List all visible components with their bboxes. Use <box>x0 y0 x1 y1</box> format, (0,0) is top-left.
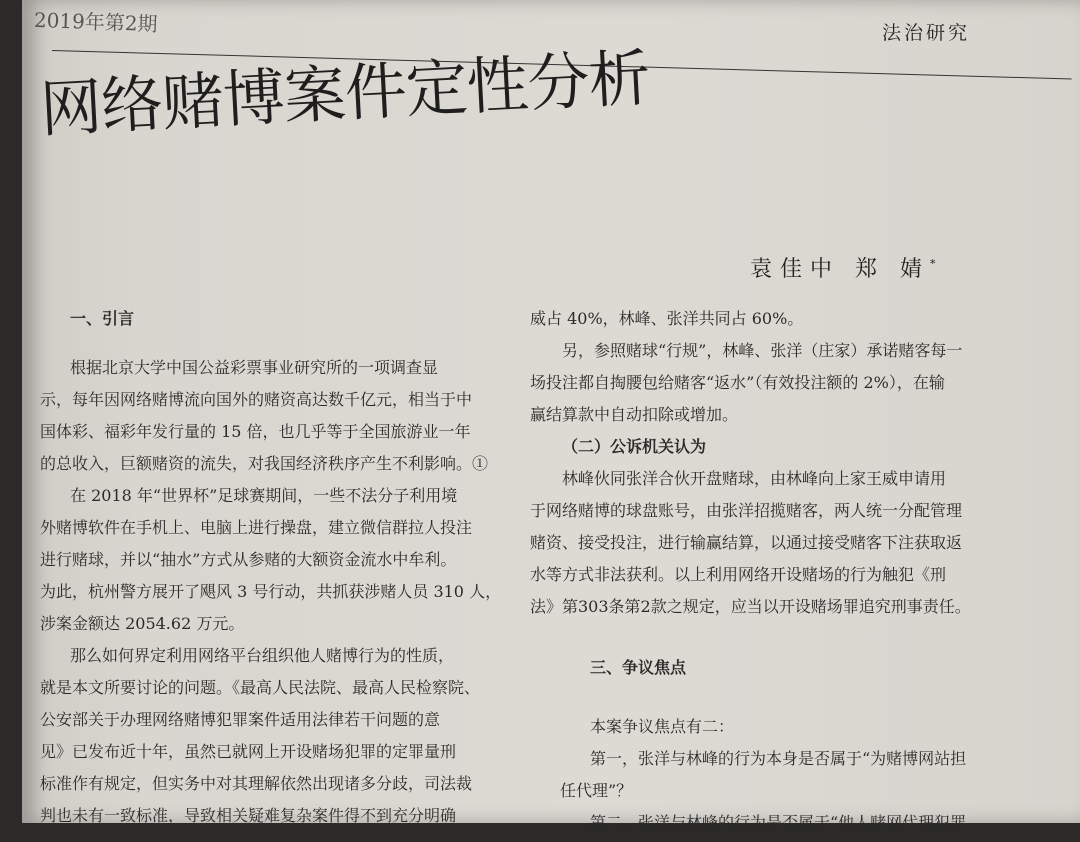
journal-page <box>22 0 1080 832</box>
paragraph-line: 林峰伙同张洋合伙开盘赌球，由林峰向上家王威申请用 <box>562 469 947 488</box>
paragraph-line: 标准作有规定，但实务中对其理解依然出现诸多分歧，司法裁 <box>40 774 473 793</box>
section-heading-intro: 一、引言 <box>70 309 135 328</box>
paragraph-line: 场投注都自掏腰包给赌客“返水”（有效投注额的 2%），在输 <box>530 373 945 392</box>
paragraph-line: 任代理”？ <box>560 781 633 800</box>
paragraph-line: 判也未有一致标准，导致相关疑难复杂案件得不到充分明确 <box>40 806 457 825</box>
article-title: 网络赌博案件定性分析 <box>38 41 652 146</box>
paragraph-line: 为此，杭州警方展开了飓风 3 号行动，共抓获涉赌人员 310 人， <box>40 582 502 601</box>
article-authors <box>750 252 936 283</box>
paragraph-line: 于网络赌博的球盘账号，由张洋招揽赌客，两人统一分配管理 <box>530 501 963 520</box>
paragraph-line: 进行赌球，并以“抽水”方式从参赌的大额资金流水中牟利。 <box>40 550 457 569</box>
paragraph-line: 第二，张洋与林峰的行为是否属于“他人赌网代理犯罪 <box>590 813 967 832</box>
paragraph-line: 那么如何界定利用网络平台组织他人赌博行为的性质， <box>70 646 455 665</box>
left-column <box>40 306 501 835</box>
paragraph-line: 在 2018 年“世界杯”足球赛期间，一些不法分子利用境 <box>70 486 458 505</box>
subsection-heading-prosecution: （二）公诉机关认为 <box>562 437 707 456</box>
paragraph-line: 外赌博软件在手机上、电脑上进行操盘，建立微信群拉人投注 <box>40 518 473 537</box>
paragraph-line: 另，参照赌球“行规”，林峰、张洋（庄家）承诺赌客每一 <box>562 341 963 360</box>
section-heading-dispute: 三、争议焦点 <box>590 658 687 677</box>
paragraph-line: 就是本文所要讨论的问题。《最高人民法院、最高人民检察院、 <box>40 678 481 697</box>
paragraph-line: 根据北京大学中国公益彩票事业研究所的一项调查显 <box>70 358 439 377</box>
paragraph-line: 公安部关于办理网络赌博犯罪案件适用法律若干问题的意 <box>40 710 441 729</box>
paragraph-line: 法》第303条第2款之规定，应当以开设赌场罪追究刑事责任。 <box>530 597 971 616</box>
paragraph-line: 威占 40%，林峰、张洋共同占 60%。 <box>530 309 804 328</box>
paragraph-line: 水等方式非法获利。以上利用网络开设赌场的行为触犯《刑 <box>530 565 947 584</box>
paragraph-line: 涉案金额达 2054.62 万元。 <box>40 614 245 633</box>
paragraph-line: 见》已发布近十年，虽然已就网上开设赌场犯罪的定罪量刑 <box>40 742 457 761</box>
paragraph-line: 赢结算款中自动扣除或增加。 <box>530 405 739 424</box>
section-label: 法治研究 <box>882 22 971 44</box>
paragraph-line: 第一，张洋与林峰的行为本身是否属于“为赌博网站担 <box>590 749 967 768</box>
paragraph-line: 的总收入，巨额赌资的流失，对我国经济秩序产生不利影响。① <box>40 454 489 473</box>
author-names: 袁佳中 郑 婧 <box>750 257 930 282</box>
issue-label: 2019年第2期 <box>33 7 158 37</box>
paragraph-line: 本案争议焦点有二： <box>590 717 735 736</box>
author-footnote-mark: * <box>930 257 936 271</box>
paragraph-line: 国体彩、福彩年发行量的 15 倍，也几乎等于全国旅游业一年 <box>40 422 471 441</box>
paragraph-line: 赌资、接受投注，进行输赢结算，以通过接受赌客下注获取返 <box>530 533 963 552</box>
right-column <box>530 306 971 842</box>
paragraph-line: 示，每年因网络赌博流向国外的赌资高达数千亿元，相当于中 <box>40 390 473 409</box>
